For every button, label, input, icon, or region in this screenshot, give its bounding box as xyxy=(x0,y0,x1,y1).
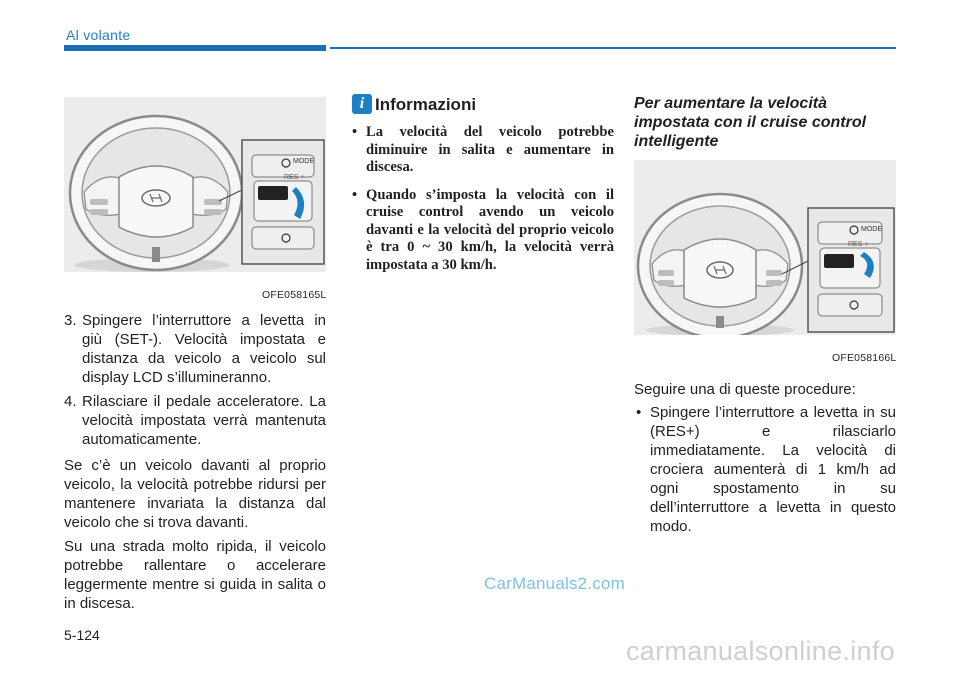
column-3-text xyxy=(634,380,896,536)
figure-caption-1: OFE058165L xyxy=(262,289,327,301)
info-item-text: La velocità del veicolo potrebbe diminuire in salita e aumentare in discesa. xyxy=(366,124,614,175)
header-rule-thin xyxy=(330,47,896,49)
res-label-2: RES + xyxy=(848,241,869,248)
bullet-icon: • xyxy=(636,404,642,421)
info-list xyxy=(352,124,614,284)
page-number: 5-124 xyxy=(64,627,100,643)
mode-label-1: MODE xyxy=(293,158,314,165)
mode-label-2: MODE xyxy=(861,226,882,233)
bullet-icon: • xyxy=(352,124,358,140)
figure-steering-wheel-2 xyxy=(634,160,896,335)
procedure-item xyxy=(634,403,896,536)
paragraph-vehicle-ahead: Se c’è un veicolo davanti al proprio veicolo, la velocità potrebbe ridursi per mantenere invariata la distanza dal veicolo che si trova davanti. xyxy=(64,457,326,531)
info-item xyxy=(352,187,614,275)
header-rule-thick xyxy=(64,45,326,51)
steps-list xyxy=(64,311,326,449)
step-text: Rilasciare il pedale acceleratore. La velocità impostata verrà mantenuta automaticamente. xyxy=(82,393,326,448)
watermark-carmanuals: CarManuals2.com xyxy=(484,574,625,593)
res-label-1: RES + xyxy=(284,174,305,181)
step-text: Spingere l’interruttore a levetta in giù (SET-). Velocità impostata e distanza da veicolo a veicolo sul display LCD s’illumineranno. xyxy=(82,312,326,386)
info-item xyxy=(352,124,614,177)
paragraph-steep-road: Su una strada molto ripida, il veicolo potrebbe rallentare o accelerare leggermente mentre si guida in salita o in discesa. xyxy=(64,538,326,612)
figure-caption-2: OFE058166L xyxy=(832,352,897,364)
step-number: 4. xyxy=(64,393,77,410)
procedure-list xyxy=(634,403,896,536)
step-item xyxy=(64,311,326,387)
figure-steering-wheel-1 xyxy=(64,97,326,272)
steering-wheel-illustration-1 xyxy=(64,97,326,272)
info-item-text: Quando s’imposta la velocità con il cruise control avendo un veicolo davanti e la velocità del proprio veicolo è tra 0 ~ 30 km/h, la velocità verrà impostata a 30 km/h. xyxy=(366,186,614,273)
column-1-text xyxy=(64,311,326,618)
step-number: 3. xyxy=(64,312,77,329)
step-item xyxy=(64,392,326,449)
subsection-title: Per aumentare la velocità impostata con il cruise control intelligente xyxy=(634,95,867,150)
footer-watermark: carmanualsonline.info xyxy=(626,636,895,666)
info-title: Informazioni xyxy=(375,95,477,114)
procedure-item-text: Spingere l’interruttore a levetta in su (RES+) e rilasciarlo immediatamente. La velocità di crociera aumenterà di 1 km/h ad ogni spostamento in su dell’interruttore a levetta in questo modo. xyxy=(650,404,896,535)
info-icon: i xyxy=(352,94,372,114)
section-title: Al volante xyxy=(66,27,131,43)
procedure-intro: Seguire una di queste procedure: xyxy=(634,381,856,398)
bullet-icon: • xyxy=(352,186,358,203)
